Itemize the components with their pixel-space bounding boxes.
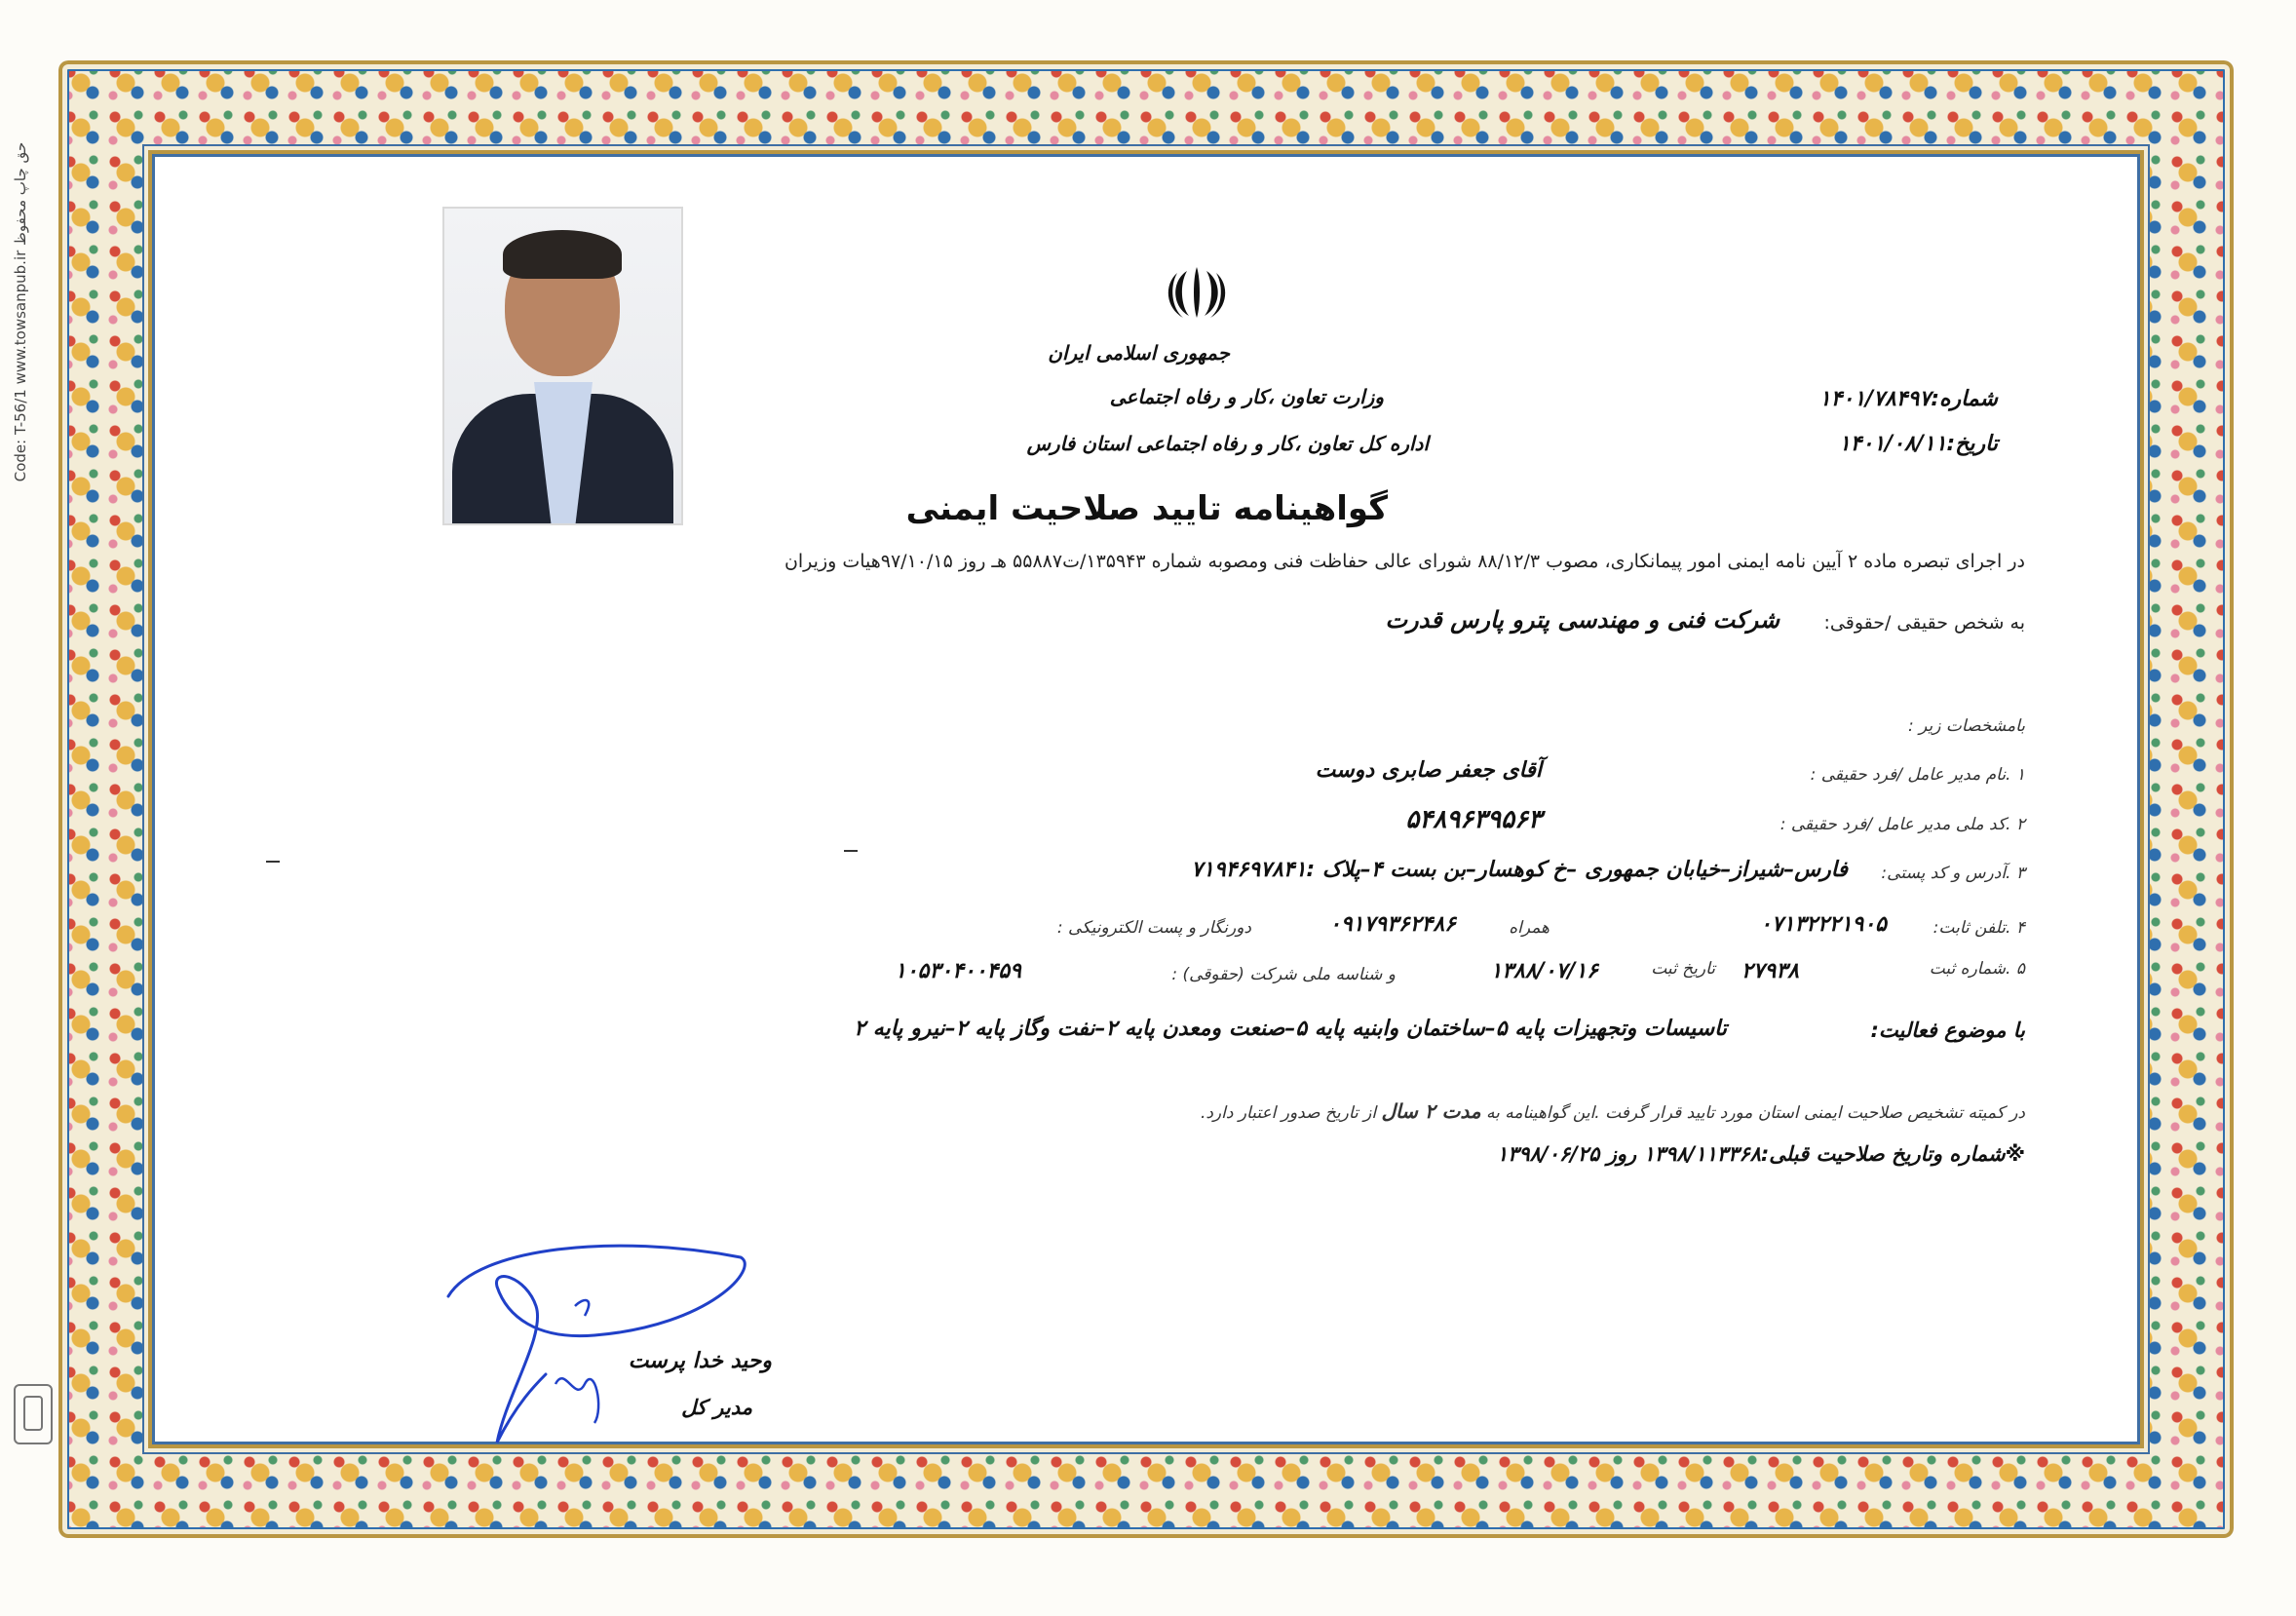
- reg-date-label: تاریخ ثبت: [1651, 959, 1715, 979]
- reg-date-value: ۱۳۸۸/۰۷/۱۶: [1490, 959, 1598, 983]
- address-label: ۳ .آدرس و کد پستی:: [1881, 864, 2025, 883]
- company-id-value: ۱۰۵۳۰۴۰۰۴۵۹: [895, 959, 1021, 983]
- preamble-text: در اجرای تبصره ماده ۲ آیین نامه ایمنی امور پیمانکاری، مصوب ۸۸/۱۲/۳ شورای عالی حفاظت فنی ومصوبه شماره ۱۳۵۹۴۳/ت۵۵۸۸۷ هـ روز ۹۷/۱۰/۱۵هیات وزیران: [784, 551, 2025, 572]
- national-id-value: ۵۴۸۹۶۳۹۵۶۳: [1405, 805, 1542, 834]
- validity-text: [1201, 1099, 2025, 1123]
- directorate-name: اداره کل تعاون ،کار و رفاه اجتماعی استان فارس: [1026, 432, 1429, 455]
- company-id-label: و شناسه ملی شرکت (حقوقی) :: [1171, 965, 1396, 984]
- company-name: شرکت فنی و مهندسی پترو پارس قدرت: [1385, 606, 1779, 634]
- phone-value: ۰۷۱۳۲۲۲۱۹۰۵: [1760, 912, 1887, 937]
- holder-photo: [442, 207, 683, 525]
- validity-before: در کمیته تشخیص صلاحیت ایمنی استان مورد تایید قرار گرفت .این گواهینامه به: [1486, 1103, 2025, 1123]
- iran-emblem-icon: [1164, 263, 1230, 322]
- manager-value: آقای جعفر صابری دوست: [1315, 758, 1542, 783]
- margin-dash: [844, 850, 858, 852]
- letter-date: تاریخ:۱۴۰۱/۰۸/۱۱: [1838, 432, 1998, 456]
- manager-label: ۱ .نام مدیر عامل /فرد حقیقی :: [1810, 765, 2025, 785]
- reg-number-label: ۵ .شماره ثبت: [1929, 959, 2025, 979]
- margin-code: Code: T-56/1 www.towsanpub.ir حق چاپ محفوظ: [12, 141, 29, 482]
- person-label: به شخص حقیقی /حقوقی:: [1823, 612, 2025, 634]
- validity-duration: مدت ۲ سال: [1381, 1099, 1481, 1123]
- ministry-name: وزارت تعاون ،کار و رفاه اجتماعی: [1109, 385, 1384, 408]
- fax-email-label: دورنگار و پست الکترونیکی :: [1056, 918, 1251, 938]
- margin-dash: [266, 861, 280, 863]
- signatory-role: مدیر کل: [681, 1396, 752, 1419]
- signature-scribble: [439, 1238, 770, 1452]
- signatory-name: وحید خدا پرست: [628, 1349, 772, 1373]
- letter-number: شماره:۱۴۰۱/۷۸۴۹۷: [1818, 387, 1998, 411]
- mobile-label: همراه: [1509, 918, 1550, 938]
- mobile-value: ۰۹۱۷۹۳۶۲۴۸۶: [1329, 912, 1456, 937]
- reg-number-value: ۲۷۹۳۸: [1741, 959, 1799, 983]
- validity-after: از تاریخ صدور اعتبار دارد.: [1200, 1103, 1377, 1123]
- country-name: جمهوری اسلامی ایران: [1048, 341, 1230, 365]
- page-title: گواهینامه تایید صلاحیت ایمنی: [905, 489, 1388, 528]
- activity-value: تاسیسات وتجهیزات پایه ۵–ساختمان وابنیه پایه ۵–صنعت ومعدن پایه ۲–نفت وگاز پایه ۲–نیرو پایه ۲: [854, 1017, 1727, 1041]
- previous-certificate: ※شماره وتاریخ صلاحیت قبلی:۱۳۹۸/۱۱۳۳۶۸ روز ۱۳۹۸/۰۶/۲۵: [1496, 1142, 2025, 1166]
- specs-intro: بامشخصات زیر :: [1908, 716, 2025, 736]
- address-value: فارس–شیراز–خیابان جمهوری –خ کوهسار–بن بست ۴–پلاک :۷۱۹۴۶۹۷۸۴۱: [1191, 858, 1848, 882]
- phone-label: ۴ .تلفن ثابت:: [1932, 918, 2025, 938]
- activity-label: با موضوع فعالیت:: [1870, 1019, 2025, 1042]
- publisher-logo-icon: [14, 1384, 53, 1444]
- national-id-label: ۲ .کد ملی مدیر عامل /فرد حقیقی :: [1779, 815, 2025, 834]
